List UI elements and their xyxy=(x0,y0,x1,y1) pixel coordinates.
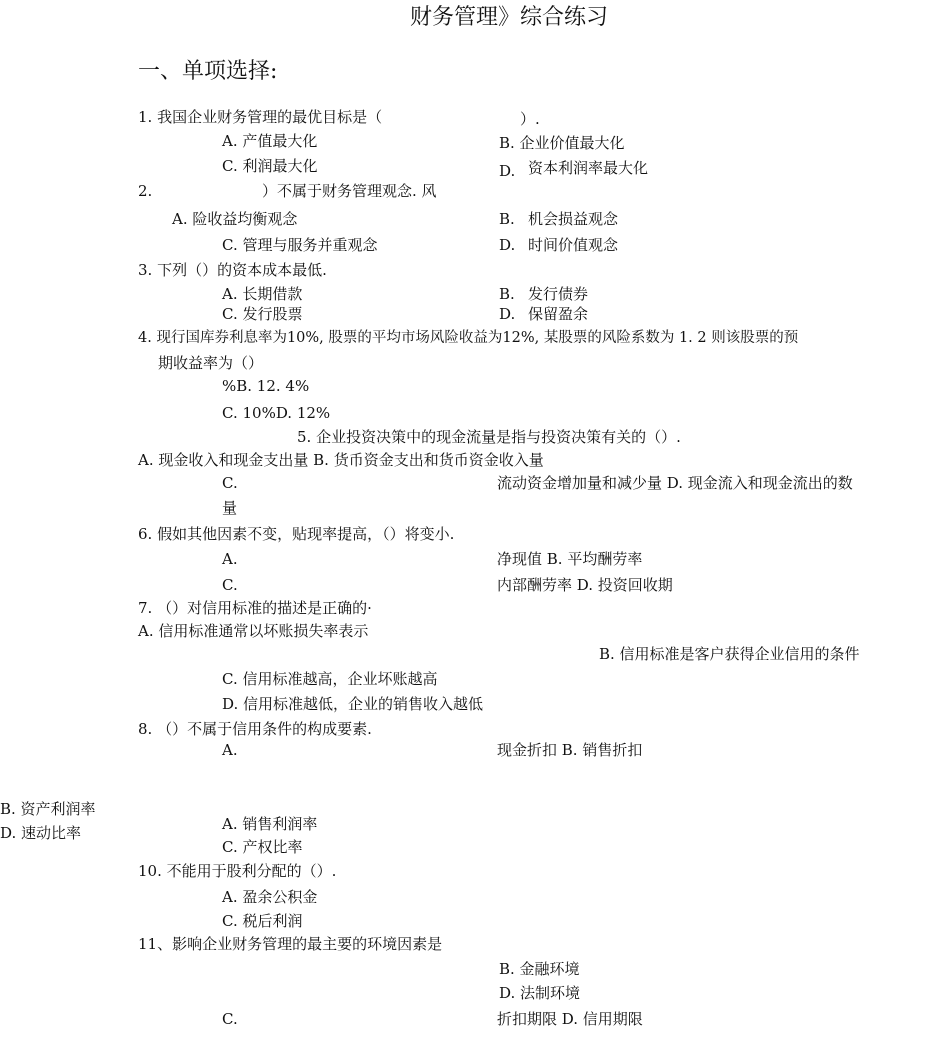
option-c: C. 发行股票 xyxy=(222,305,303,323)
option-d: 资本利润率最大化 xyxy=(528,159,649,177)
option-d: 保留盈余 xyxy=(528,305,589,323)
option-b: B. 企业价值最大化 xyxy=(499,134,625,152)
question-11: 11、影响企业财务管理的最主要的环境因素是 xyxy=(138,935,443,953)
question-4: 4. 现行国库券利息率为10%, 股票的平均市场风险收益为12%, 某股票的风险系数为 1. 2 则该股票的预 xyxy=(138,330,799,346)
question-2: ）不属于财务管理观念. 风 xyxy=(262,182,437,200)
option-a: A. 信用标准通常以坏账损失率表示 xyxy=(138,622,369,640)
option-b-label: B. xyxy=(499,210,515,228)
text-line: 量 xyxy=(222,499,238,517)
question-3: 3. 下列（）的资本成本最低. xyxy=(138,261,327,279)
option-a-label: A. xyxy=(222,741,238,759)
option-c-label: C. xyxy=(222,576,238,594)
options-c-d: 内部酬劳率 D. 投资回收期 xyxy=(497,576,673,594)
option-c: C. 管理与服务并重观念 xyxy=(222,236,378,254)
options-a-b: %B. 12. 4% xyxy=(222,377,310,395)
option-d: D. 法制环境 xyxy=(499,984,581,1002)
options-c-d: 流动资金增加量和减少量 D. 现金流入和现金流出的数 xyxy=(497,474,853,492)
option-c: C. 产权比率 xyxy=(222,838,303,856)
document-title: 财务管理》综合练习 xyxy=(410,5,609,30)
option-b: B. 金融环境 xyxy=(499,960,580,978)
option-d: D. 信用标准越低，企业的销售收入越低 xyxy=(222,695,484,713)
question-8: 8. （）不属于信用条件的构成要素. xyxy=(138,720,372,738)
question-2-number: 2. xyxy=(138,182,153,200)
option-a: A. 险收益均衡观念 xyxy=(172,210,298,228)
section-heading: 一、单项选择: xyxy=(138,59,278,84)
option-d: D. 速动比率 xyxy=(0,824,82,842)
option-b: B. 资产利润率 xyxy=(0,800,96,818)
text-line: ）. xyxy=(520,110,540,128)
options-a-b: 净现值 B. 平均酬劳率 xyxy=(497,550,643,568)
option-c-label: C. xyxy=(222,474,238,492)
option-a: A. 销售利润率 xyxy=(222,815,318,833)
question-4-continued: 期收益率为（） xyxy=(158,354,264,372)
question-1: 1. 我国企业财务管理的最优目标是（ xyxy=(138,108,383,126)
option-b: 机会损益观念 xyxy=(528,210,619,228)
question-7: 7. （）对信用标准的描述是正确的· xyxy=(138,599,372,617)
question-10: 10. 不能用于股利分配的（）. xyxy=(138,862,337,880)
option-d: 时间价值观念 xyxy=(528,236,619,254)
options-a-b: A. 现金收入和现金支出量 B. 货币资金支出和货币资金收入量 xyxy=(138,451,544,469)
option-d-label: D. xyxy=(499,305,516,323)
question-6: 6. 假如其他因素不变，贴现率提高，（）将变小. xyxy=(138,525,455,543)
option-c: C. 信用标准越高，企业坏账越高 xyxy=(222,670,438,688)
options-c-d: 折扣期限 D. 信用期限 xyxy=(497,1010,643,1028)
option-b-label: B. xyxy=(499,285,515,303)
option-c: C. 利润最大化 xyxy=(222,157,318,175)
option-b: B. 信用标准是客户获得企业信用的条件 xyxy=(599,645,860,663)
option-a-label: A. xyxy=(222,550,238,568)
options-c-d: C. 10%D. 12% xyxy=(222,404,331,422)
option-a: A. 产值最大化 xyxy=(222,132,318,150)
option-d-label: D. xyxy=(499,162,516,180)
option-d-label: D. xyxy=(499,236,516,254)
option-a: A. 盈余公积金 xyxy=(222,888,318,906)
options-a-b: 现金折扣 B. 销售折扣 xyxy=(497,741,643,759)
option-c: C. 税后利润 xyxy=(222,912,303,930)
question-5: 5. 企业投资决策中的现金流量是指与投资决策有关的（）. xyxy=(297,428,681,446)
option-a: A. 长期借款 xyxy=(222,285,303,303)
option-c-label: C. xyxy=(222,1010,238,1028)
option-b: 发行债券 xyxy=(528,285,589,303)
